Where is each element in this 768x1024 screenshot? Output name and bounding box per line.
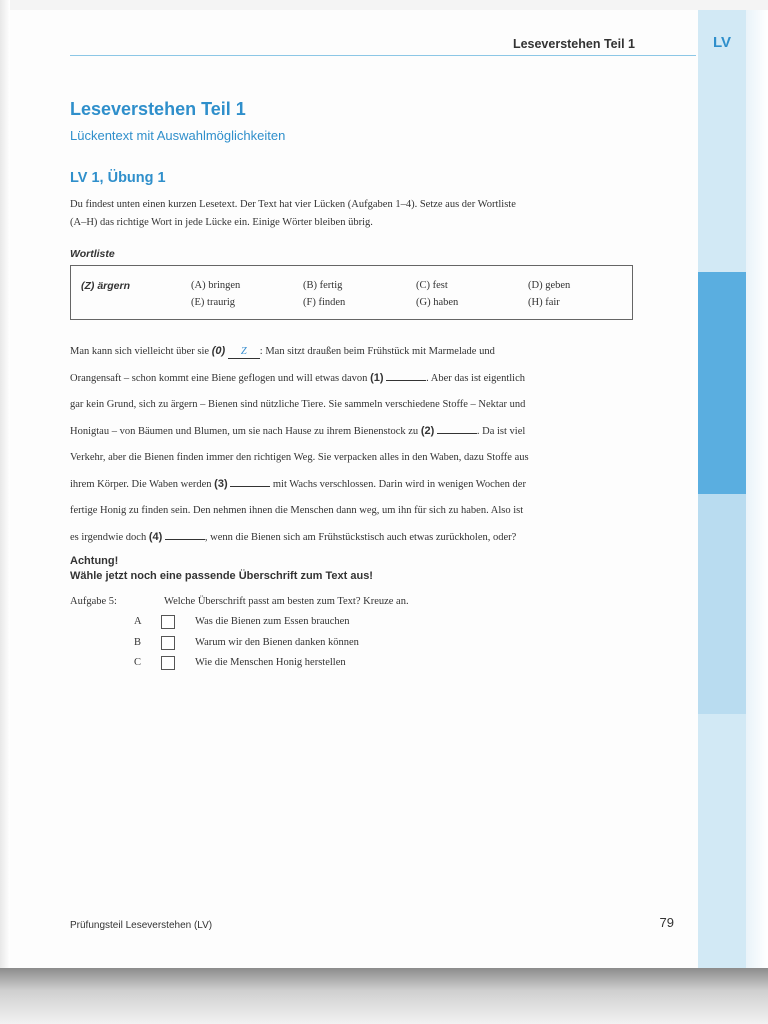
side-tab-label: LV bbox=[712, 34, 732, 51]
page-number: 79 bbox=[659, 915, 674, 930]
wortliste-label: Wortliste bbox=[70, 248, 115, 260]
gap-number: (4) bbox=[148, 531, 163, 543]
wortliste-item: (A) bringen bbox=[191, 280, 241, 291]
warning-instruction: Wähle jetzt noch eine passende Überschrift zum Text aus! bbox=[70, 570, 373, 582]
gap-number: (3) bbox=[214, 478, 228, 490]
instruction-line: Du findest unten einen kurzen Lesetext. Der Text hat vier Lücken (Aufgaben 1–4). Setze aus der Wortliste bbox=[70, 199, 516, 210]
page-gutter-shadow bbox=[0, 0, 10, 1024]
page-right-edge bbox=[746, 10, 768, 968]
option-letter: C bbox=[134, 657, 142, 668]
wortliste-example: (Z) ärgern bbox=[81, 280, 131, 292]
wortliste-item: (E) traurig bbox=[191, 297, 236, 308]
option-text: Wie die Menschen Honig herstellen bbox=[195, 657, 346, 668]
wortliste-item: (D) geben bbox=[528, 280, 571, 291]
side-color-strip bbox=[698, 10, 746, 968]
text-line: fertige Honig zu finden sein. Den nehmen ihnen die Menschen dann weg, um ihn für sich zu haben. Also ist bbox=[70, 505, 524, 516]
section-tab-lower bbox=[698, 494, 746, 714]
option-c-checkbox[interactable] bbox=[161, 656, 175, 670]
example-answer: Z bbox=[228, 346, 260, 359]
wortliste-item: (G) haben bbox=[416, 297, 459, 308]
gap-2-field[interactable] bbox=[437, 421, 477, 434]
option-letter: B bbox=[134, 637, 142, 648]
instructions bbox=[70, 196, 630, 232]
option-a-checkbox[interactable] bbox=[161, 615, 175, 629]
exercise-title: LV 1, Übung 1 bbox=[70, 170, 166, 186]
option-b-checkbox[interactable] bbox=[161, 636, 175, 650]
gap-1-field[interactable] bbox=[386, 368, 426, 381]
task-5-question: Welche Überschrift passt am besten zum Text? Kreuze an. bbox=[164, 596, 409, 607]
instruction-line: (A–H) das richtige Wort in jede Lücke ein. Einige Wörter bleiben übrig. bbox=[70, 217, 373, 228]
text-line: Orangensaft – schon kommt eine Biene geflogen und will etwas davon (1) . Aber das ist eigentlich bbox=[70, 365, 635, 392]
reading-text bbox=[70, 338, 635, 551]
option-text: Was die Bienen zum Essen brauchen bbox=[195, 616, 350, 627]
task-5-label: Aufgabe 5: bbox=[70, 596, 117, 607]
text-line: ihrem Körper. Die Waben werden (3) mit Wachs verschlossen. Darin wird in wenigen Wochen der bbox=[70, 471, 635, 498]
gap-3-field[interactable] bbox=[230, 474, 270, 487]
option-text: Warum wir den Bienen danken können bbox=[195, 637, 359, 648]
text-line: es irgendwie doch (4) , wenn die Bienen sich am Frühstückstisch auch etwas zurückholen, oder? bbox=[70, 524, 635, 551]
text-line: Honigtau – von Bäumen und Blumen, um sie nach Hause zu ihrem Bienenstock zu (2) . Da ist viel bbox=[70, 418, 635, 445]
footer-section: Prüfungsteil Leseverstehen (LV) bbox=[70, 920, 213, 931]
gap-number: (2) bbox=[420, 425, 435, 437]
wortliste-item: (H) fair bbox=[528, 297, 560, 308]
wortliste-item: (C) fest bbox=[416, 280, 448, 291]
scan-bottom-shadow bbox=[0, 968, 768, 1024]
text-line: Verkehr, aber die Bienen finden immer den richtigen Weg. Sie verpacken alles in den Waben, dazu Stoffe aus bbox=[70, 452, 529, 463]
wortliste-box bbox=[70, 265, 633, 320]
wortliste-item: (F) finden bbox=[303, 297, 346, 308]
wortliste-item: (B) fertig bbox=[303, 280, 343, 291]
example-number: (0) bbox=[211, 345, 226, 357]
section-tab-marker bbox=[698, 272, 746, 494]
text-line: Man kann sich vielleicht über sie (0) Z : Man sitzt draußen beim Frühstück mit Marmelade und bbox=[70, 345, 495, 357]
text-line: gar kein Grund, sich zu ärgern – Bienen sind nützliche Tiere. Sie sammeln verschiedene Stoffe – Nektar und bbox=[70, 399, 526, 410]
gap-number: (1) bbox=[370, 372, 384, 384]
gap-4-field[interactable] bbox=[165, 527, 205, 540]
option-letter: A bbox=[134, 616, 142, 627]
scan-background bbox=[0, 0, 768, 10]
running-header: Leseverstehen Teil 1 bbox=[512, 37, 635, 51]
page-subtitle: Lückentext mit Auswahlmöglichkeiten bbox=[70, 128, 286, 143]
header-divider bbox=[70, 55, 696, 56]
warning-heading: Achtung! bbox=[70, 555, 119, 567]
page-title: Leseverstehen Teil 1 bbox=[70, 99, 246, 119]
